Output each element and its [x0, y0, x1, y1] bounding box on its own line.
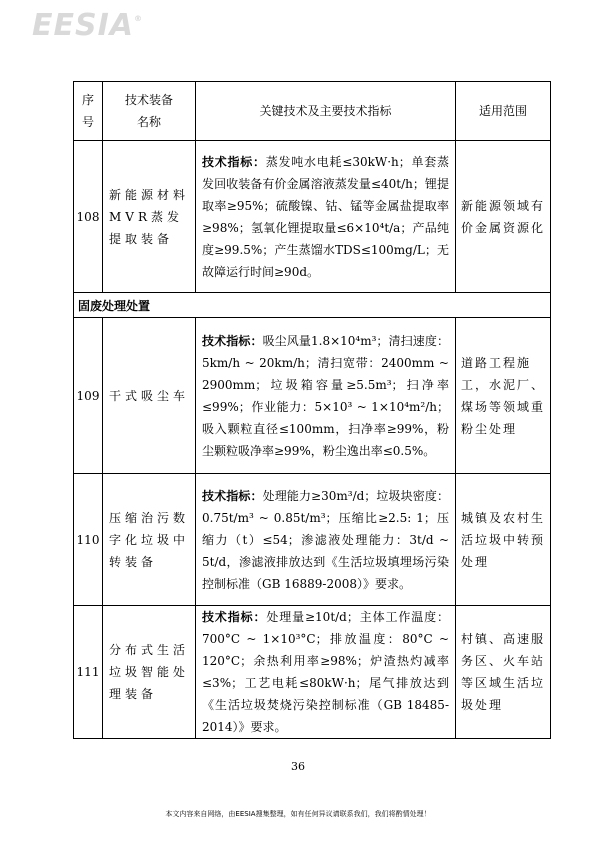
header-scope: 适用范围 [456, 82, 551, 141]
section-title: 固废处理处置 [74, 293, 551, 318]
section-row [74, 293, 551, 318]
table-row [74, 318, 551, 474]
header-spec: 关键技术及主要技术指标 [196, 82, 456, 141]
row-name: 压缩治污数字化垃圾中转装备 [103, 474, 196, 606]
row-no: 109 [74, 318, 103, 474]
row-no: 110 [74, 474, 103, 606]
table-row [74, 141, 551, 293]
row-spec: 技术指标：处理量≥10t/d；主体工作温度：700°C ~ 1×10³°C；排放温度：80°C ~ 120°C；余热利用率≥98%；炉渣热灼减率≤3%；工艺电耗≤80kW·h；尾气排放达到《生活垃圾焚烧污染控制标准（GB 18485-2014）》要求。 [196, 606, 456, 739]
table-header-row [74, 82, 551, 141]
row-name: 新能源材料MVR蒸发提取装备 [103, 141, 196, 293]
row-scope: 村镇、高速服务区、火车站等区域生活垃圾处理 [456, 606, 551, 739]
page-number: 36 [291, 760, 305, 773]
row-no: 108 [74, 141, 103, 293]
row-name: 分布式生活垃圾智能处理装备 [103, 606, 196, 739]
table-row [74, 474, 551, 606]
row-spec: 技术指标：蒸发吨水电耗≤30kW·h；单套蒸发回收装备有价金属溶液蒸发量≤40t/h；锂提取率≥95%；硫酸镍、钴、锰等金属盐提取率≥98%；氢氧化锂提取量≤6×10⁴t/a；产品纯度≥99.5%；产生蒸馏水TDS≤100mg/L；无故障运行时间≥90d。 [196, 141, 456, 293]
row-name: 干式吸尘车 [103, 318, 196, 474]
row-scope: 道路工程施工，水泥厂、煤场等领域重粉尘处理 [456, 318, 551, 474]
table-row [74, 606, 551, 739]
row-scope: 新能源领域有价金属资源化 [456, 141, 551, 293]
header-no: 序 号 [74, 82, 103, 141]
row-spec: 技术指标：吸尘风量1.8×10⁴m³；清扫速度：5km/h ~ 20km/h；清扫宽带：2400mm ~ 2900mm；垃圾箱容量≥5.5m³；扫净率≤99%；作业能力：5×10³ ~ 1×10⁴m²/h；吸入颗粒直径≤100mm，扫净率≥99%，粉尘颗粒吸净率≥99%，粉尘逸出率≤0.5%。 [196, 318, 456, 474]
row-scope: 城镇及农村生活垃圾中转预处理 [456, 474, 551, 606]
row-no: 111 [74, 606, 103, 739]
row-spec: 技术指标：处理能力≥30m³/d；垃圾块密度：0.75t/m³ ~ 0.85t/m³；压缩比≥2.5: 1；压缩力（t）≤54；渗滤液处理能力：3t/d ~ 5t/d，渗滤液排放达到《生活垃圾填埋场污染控制标准（GB 16889-2008）》要求。 [196, 474, 456, 606]
header-name: 技术装备 名称 [103, 82, 196, 141]
equipment-table [73, 81, 551, 739]
watermark-logo: EESIA® [32, 8, 143, 43]
footer-disclaimer: 本文内容来自网络，由EESIA搜集整理，如有任何异议请联系我们，我们将酌情处理！ [165, 810, 431, 818]
